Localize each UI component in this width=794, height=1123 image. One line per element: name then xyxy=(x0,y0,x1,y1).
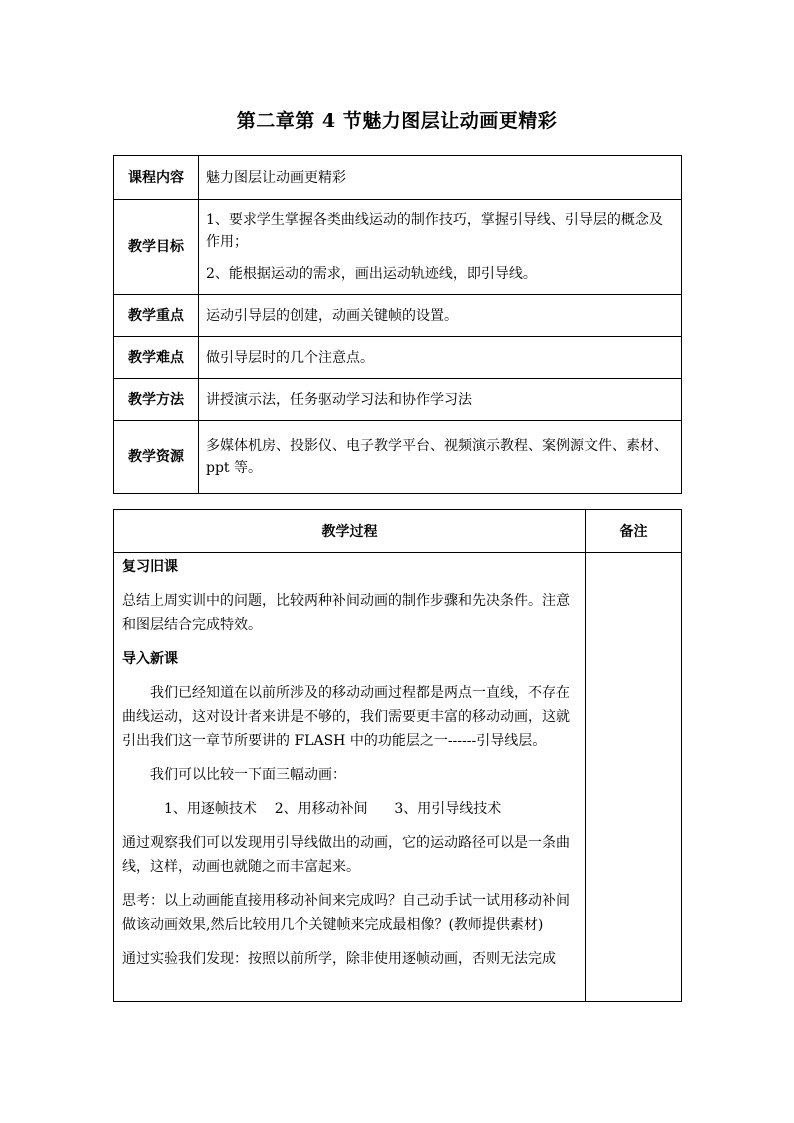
animation-items: 1、用逐帧技术 2、用移动补间 3、用引导线技术 xyxy=(164,801,502,817)
info-line: 多媒体机房、投影仪、电子教学平台、视频演示教程、案例源文件、素材、ppt 等。 xyxy=(206,438,668,476)
review-text: 总结上周实训中的问题，比较两种补间动画的制作步骤和先决条件。注意和图层结合完成特效。 xyxy=(122,593,570,633)
intro-heading: 导入新课 xyxy=(122,651,178,667)
intro-compare: 我们可以比较一下面三幅动画： xyxy=(150,767,346,783)
info-label: 教学资源 xyxy=(114,421,199,494)
info-row-key-points xyxy=(114,295,682,337)
info-value xyxy=(199,337,682,379)
teaching-process-table xyxy=(113,509,682,1002)
experiment-paragraph: 通过实验我们发现：按照以前所学，除非使用逐帧动画，否则无法完成 xyxy=(122,951,556,967)
info-value xyxy=(199,379,682,421)
process-header: 教学过程 xyxy=(114,510,586,553)
info-value xyxy=(199,200,682,295)
info-value xyxy=(199,421,682,494)
info-row-difficulties xyxy=(114,337,682,379)
info-label: 教学难点 xyxy=(114,337,199,379)
info-label: 课程内容 xyxy=(114,156,199,200)
page-title: 第二章第 4 节魅力图层让动画更精彩 xyxy=(236,110,558,132)
course-info-table xyxy=(113,155,682,494)
info-line: 做引导层时的几个注意点。 xyxy=(206,349,374,366)
process-header-row xyxy=(114,510,682,553)
note-cell xyxy=(586,553,682,1002)
info-line: 讲授演示法，任务驱动学习法和协作学习法 xyxy=(206,391,472,408)
info-row-goals xyxy=(114,200,682,295)
info-row-resources xyxy=(114,421,682,494)
info-line: 魅力图层让动画更精彩 xyxy=(206,169,346,186)
observe-paragraph: 通过观察我们可以发现用引导线做出的动画，它的运动路径可以是一条曲线，这样，动画也就随之而丰富起来。 xyxy=(122,835,570,875)
think-paragraph: 思考：以上动画能直接用移动补间来完成吗？自己动手试一试用移动补间做该动画效果,然后比较用几个关键帧来完成最相像？(教师提供素材) xyxy=(122,893,570,933)
info-row-methods xyxy=(114,379,682,421)
info-row-content xyxy=(114,156,682,200)
process-content xyxy=(114,553,586,1002)
process-body-row xyxy=(114,553,682,1002)
intro-paragraph: 我们已经知道在以前所涉及的移动动画过程都是两点一直线，不存在曲线运动，这对设计者来讲是不够的，我们需要更丰富的移动动画，这就引出我们这一章节所要讲的 FLASH 中的功能层之一------引导线层。 xyxy=(122,685,570,749)
note-header: 备注 xyxy=(586,510,682,553)
info-value xyxy=(199,295,682,337)
info-label: 教学重点 xyxy=(114,295,199,337)
info-line: 运动引导层的创建，动画关键帧的设置。 xyxy=(206,307,458,324)
info-line: 1、要求学生掌握各类曲线运动的制作技巧，掌握引导线、引导层的概念及作用； xyxy=(206,212,663,250)
info-label: 教学方法 xyxy=(114,379,199,421)
info-value xyxy=(199,156,682,200)
info-label: 教学目标 xyxy=(114,200,199,295)
info-line: 2、能根据运动的需求，画出运动轨迹线，即引导线。 xyxy=(206,266,537,282)
review-heading: 复习旧课 xyxy=(122,559,178,575)
